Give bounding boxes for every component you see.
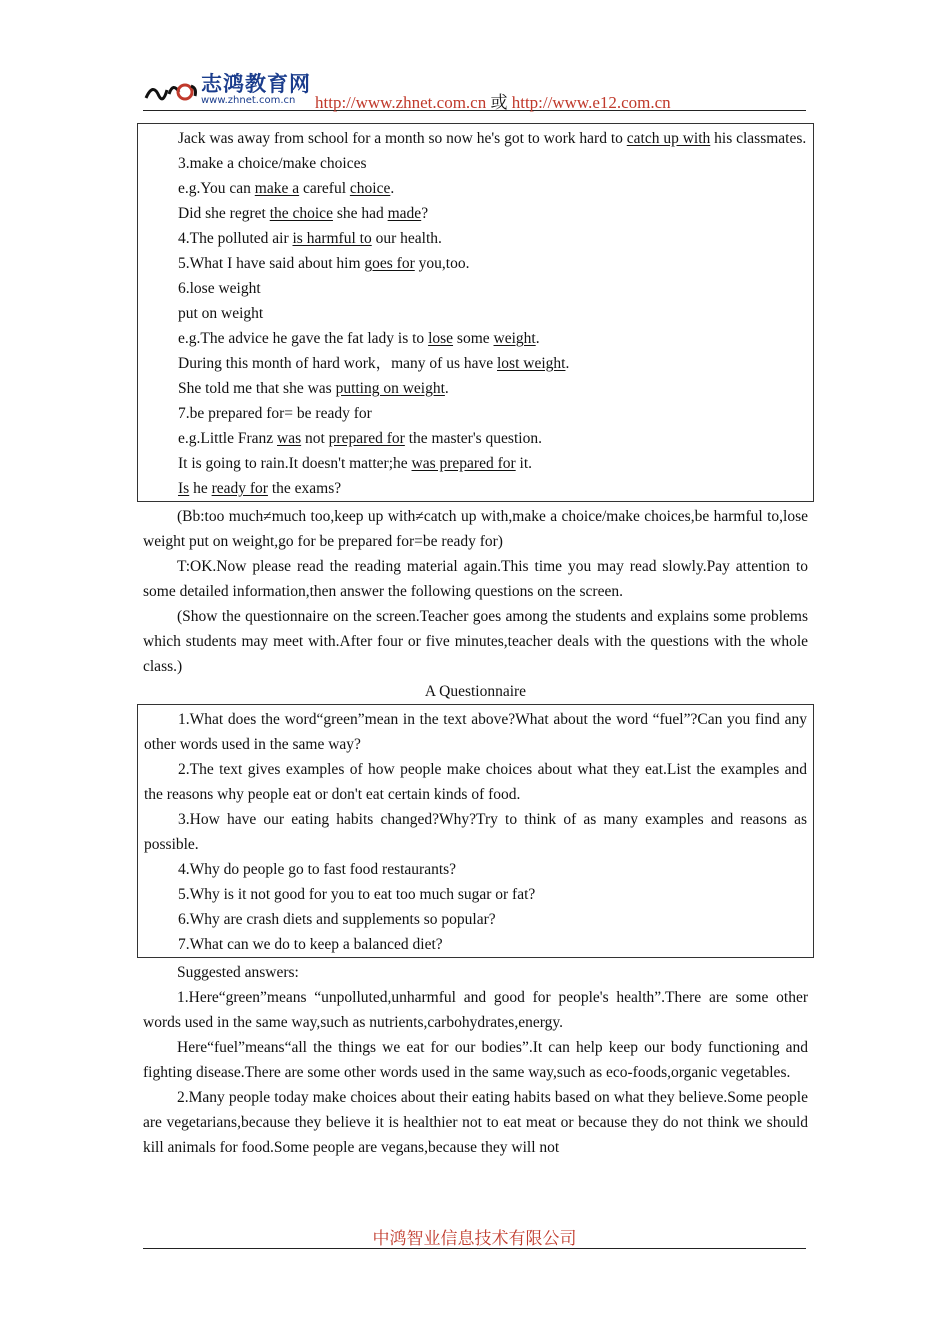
page-footer bbox=[143, 1224, 806, 1249]
answers-section bbox=[137, 960, 814, 1160]
item-7: 7.be prepared for= be ready for bbox=[178, 405, 372, 422]
example-6a: e.g.The advice he gave the fat lady is to lose some weight. bbox=[178, 330, 540, 347]
teacher-instruction: T:OK.Now please read the reading material again.This time you may read slowly.Pay attention to some detailed information,then answer the following questions on the screen. bbox=[143, 558, 808, 600]
example-6b: During this month of hard work，many of us have lost weight. bbox=[178, 355, 570, 372]
question-1: 1.What does the word“green”mean in the text above?What about the word “fuel”?Can you find any other words used in the same way? bbox=[144, 711, 807, 753]
body-text bbox=[137, 504, 814, 704]
footer-company: 中鸿智业信息技术有限公司 bbox=[372, 1229, 577, 1249]
item-5: 5.What I have said about him goes for you,too. bbox=[178, 255, 470, 272]
logo-text: 志鸿教育网 bbox=[201, 72, 311, 96]
questionnaire-title: A Questionnaire bbox=[424, 683, 527, 700]
example-6c: She told me that she was putting on weight. bbox=[178, 380, 449, 397]
question-2: 2.The text gives examples of how people make choices about what they eat.List the examples and the reasons why people eat or don't eat certain kinds of food. bbox=[144, 761, 807, 803]
questionnaire-box bbox=[137, 704, 814, 958]
question-4: 4.Why do people go to fast food restaurants? bbox=[178, 861, 457, 878]
header-or: 或 bbox=[486, 93, 512, 112]
question-7: 7.What can we do to keep a balanced diet? bbox=[178, 936, 443, 953]
example-jack: Jack was away from school for a month so now he's got to work hard to catch up with his classmates. bbox=[178, 130, 807, 147]
page-content bbox=[137, 123, 814, 1160]
example-7a: e.g.Little Franz was not prepared for the master's question. bbox=[178, 430, 542, 447]
example-3b: Did she regret the choice she had made? bbox=[178, 205, 429, 222]
question-6: 6.Why are crash diets and supplements so popular? bbox=[178, 911, 496, 928]
item-3: 3.make a choice/make choices bbox=[178, 155, 367, 172]
header-link-zhnet[interactable]: http://www.zhnet.com.cn bbox=[315, 93, 487, 112]
page-header bbox=[143, 66, 806, 111]
example-7c: Is he ready for the exams? bbox=[178, 480, 342, 497]
phrase-box bbox=[137, 123, 814, 502]
example-3a: e.g.You can make a careful choice. bbox=[178, 180, 395, 197]
item-4: 4.The polluted air is harmful to our health. bbox=[178, 230, 442, 247]
question-3: 3.How have our eating habits changed?Why?Try to think of as many examples and reasons as possible. bbox=[144, 811, 807, 853]
answer-1b: Here“fuel”means“all the things we eat for our bodies”.It can help keep our body functioning and fighting disease.There are some other words used in the same way,such as eco-foods,organic vegetables. bbox=[143, 1039, 808, 1081]
header-link-e12[interactable]: http://www.e12.com.cn bbox=[511, 93, 671, 112]
answer-2: 2.Many people today make choices about their eating habits based on what they believe.Some people are vegetarians,because they believe it is healthier not to eat meat or because they do not think we should kill animals for food.Some people are vegans,because they will not bbox=[143, 1089, 808, 1156]
bb-note: (Bb:too much≠much too,keep up with≠catch up with,make a choice/make choices,be harmful to,lose weight put on weight,go for be prepared for=be ready for) bbox=[143, 508, 808, 550]
answer-1: 1.Here“green”means “unpolluted,unharmful and good for people's health”.There are some other words used in the same way,such as nutrients,carbohydrates,energy. bbox=[143, 989, 808, 1031]
show-note: (Show the questionnaire on the screen.Teacher goes among the students and explains some problems which students may meet with.After four or five minutes,teacher deals with the questions with the whole class.) bbox=[143, 608, 808, 675]
header-urls bbox=[315, 88, 671, 113]
answers-title: Suggested answers: bbox=[177, 964, 299, 981]
item-6a: 6.lose weight bbox=[178, 280, 261, 297]
example-7b: It is going to rain.It doesn't matter;he was prepared for it. bbox=[178, 455, 533, 472]
question-5: 5.Why is it not good for you to eat too much sugar or fat? bbox=[178, 886, 536, 903]
logo-swoosh-icon bbox=[143, 74, 199, 108]
item-6b: put on weight bbox=[178, 305, 264, 322]
site-logo[interactable] bbox=[143, 68, 313, 108]
logo-url: www.zhnet.com.cn bbox=[201, 95, 296, 106]
